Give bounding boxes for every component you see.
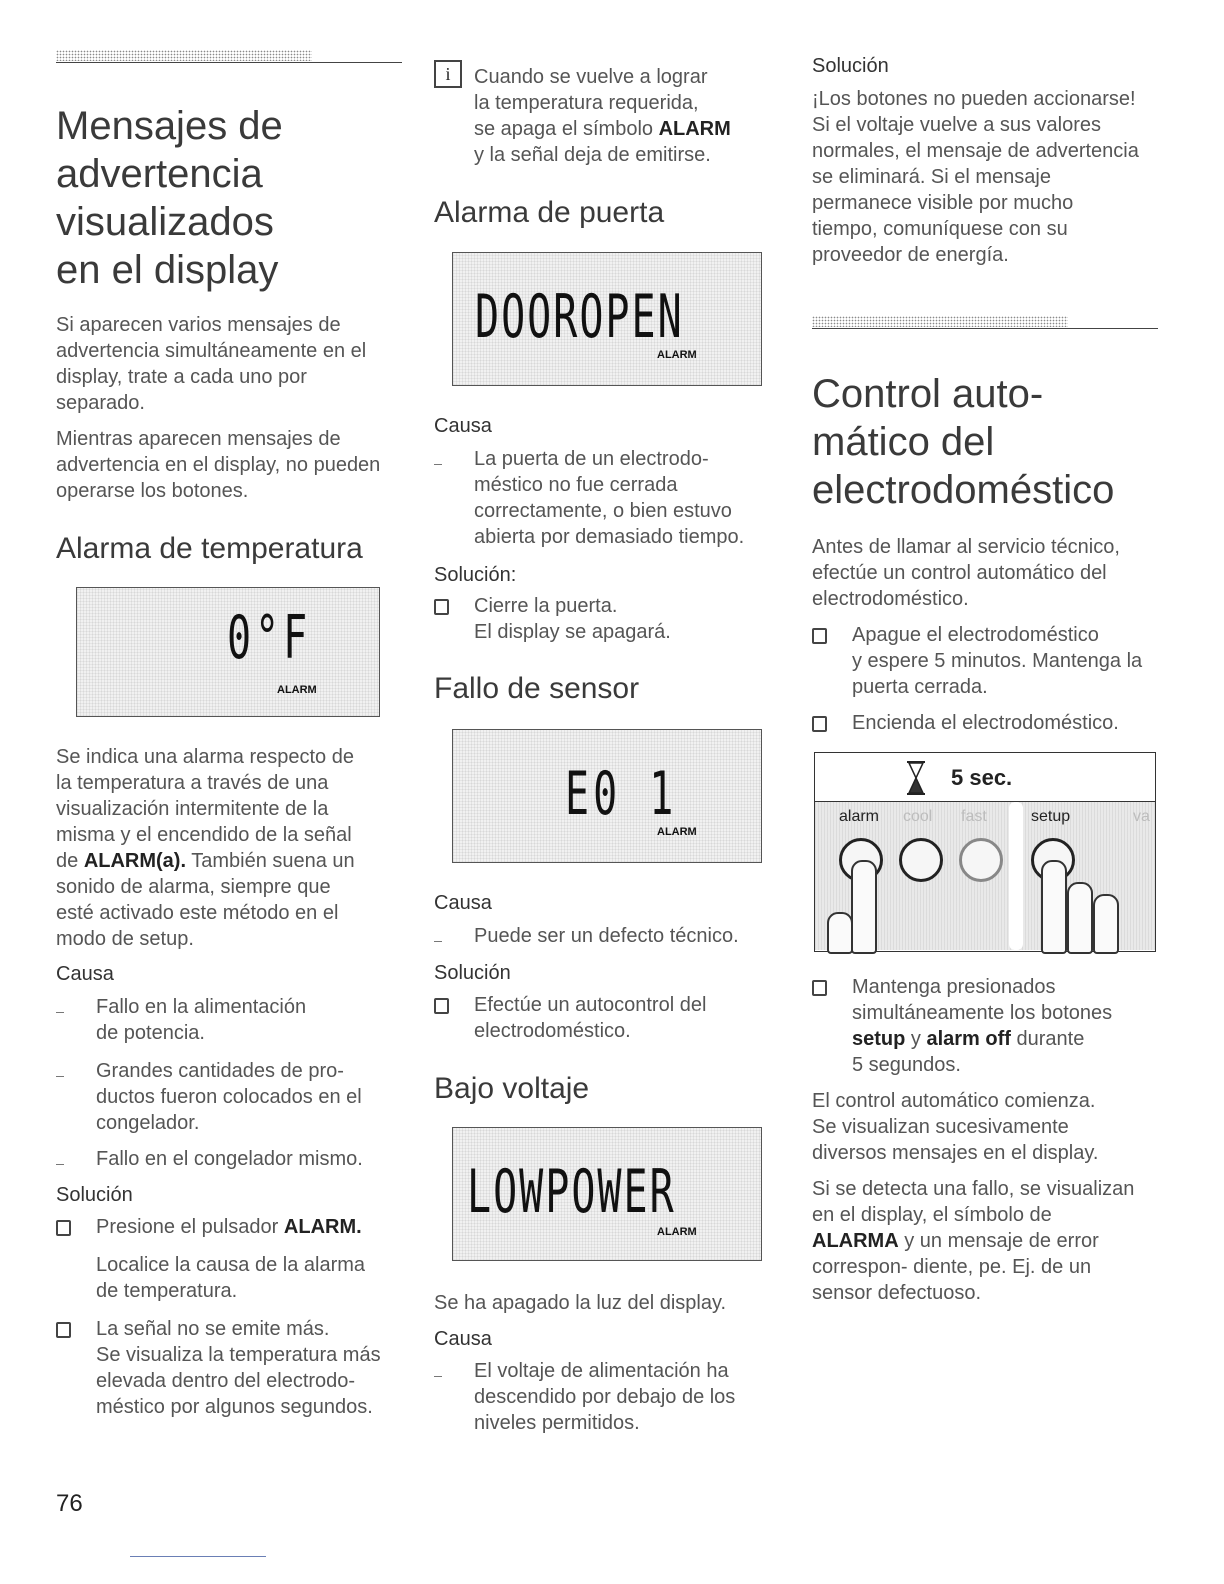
list-item: Cierre la puerta. El display se apagará.	[434, 593, 774, 645]
list-item: La señal no se emite más. Se visualiza la temperatura más elevada dentro del electrodo- méstico por algunos segundos.	[56, 1316, 406, 1420]
causa-label: Causa	[56, 963, 114, 985]
self-test-intro: Antes de llamar al servicio técnico, efectúe un control automático del electrodoméstico.	[812, 536, 1120, 610]
panel-divider	[1009, 802, 1023, 950]
checkbox-icon	[434, 599, 449, 615]
low-voltage-note: Se ha apagado la luz del display.	[434, 1292, 727, 1314]
checkbox-icon	[56, 1220, 71, 1236]
intro-paragraph: Si aparecen varios mensajes de advertencia simultáneamente en el display, trate a cada uno por separado.	[56, 314, 367, 414]
checkbox-icon	[56, 1322, 71, 1338]
solucion-label: Solución	[56, 1184, 133, 1206]
left-finger	[851, 860, 877, 954]
cool-button[interactable]	[899, 838, 943, 882]
list-item: El voltaje de alimentación ha descendido por debajo de los niveles permitidos.	[434, 1358, 774, 1436]
door-causa-label: Causa	[434, 415, 492, 437]
section-title: Control auto- mático del electrodoméstico	[812, 372, 1115, 512]
list-item: Apague el electrodoméstico y espere 5 minutos. Mantenga la puerta cerrada.	[812, 622, 1162, 700]
info-icon: i	[434, 60, 462, 88]
footer-rule	[130, 1556, 266, 1557]
info-note: Cuando se vuelve a lograr la temperatura requerida, se apaga el símbolo ALARM y la señal deja de emitirse.	[474, 66, 731, 166]
list-item: Presione el pulsador ALARM. Localice la causa de la alarma de temperatura.	[56, 1214, 406, 1304]
seconds-label: 5 sec.	[951, 765, 1013, 790]
section-rule	[56, 50, 402, 63]
list-item: Fallo en la alimentación de potencia.	[56, 994, 406, 1046]
right-finger-3	[1093, 894, 1119, 954]
intro-paragraph-2: Mientras aparecen mensajes de advertencia en el display, no pueden operarse los botones.	[56, 428, 381, 502]
fast-label: fast	[961, 808, 987, 825]
heading-low-voltage: Bajo voltaje	[434, 1072, 590, 1105]
fast-button[interactable]	[959, 838, 1003, 882]
heading-door-alarm: Alarma de puerta	[434, 196, 665, 229]
cool-label: cool	[903, 808, 933, 825]
checkbox-icon	[812, 716, 827, 732]
va-label: va	[1133, 808, 1150, 825]
list-item: Mantenga presionados simultáneamente los botones setup y alarm off durante 5 segundos.	[812, 974, 1162, 1078]
hourglass-icon	[905, 761, 927, 795]
list-item: Efectúe un autocontrol del electrodoméstico.	[434, 992, 774, 1044]
right-finger-2	[1067, 882, 1093, 954]
list-item: La puerta de un electrodo- méstico no fue cerrada correctamente, o bien estuvo abierta por demasiado tiempo.	[434, 446, 774, 550]
low-voltage-display: LOWPOWER ALARM	[452, 1127, 762, 1261]
temp-alarm-display: 0°F ALARM	[76, 587, 380, 717]
sensor-fault-display: E0 1 ALARM	[452, 729, 762, 863]
sensor-solucion-label: Solución	[434, 962, 511, 984]
list-item: Grandes cantidades de pro- ductos fueron colocados en el congelador.	[56, 1058, 406, 1136]
low-voltage-solution: ¡Los botones no pueden accionarse! Si el voltaje vuelve a sus valores normales, el mensaje de advertencia se eliminará. Si el mensaje permanece visible por mucho tiempo, comuníquese con su proveedor de energía.	[812, 88, 1139, 266]
door-solucion-label: Solución:	[434, 564, 517, 586]
checkbox-icon	[812, 980, 827, 996]
section-rule	[812, 316, 1158, 329]
self-test-result: El control automático comienza. Se visualizan sucesivamente diversos mensajes en el display.	[812, 1090, 1099, 1164]
list-item: Encienda el electrodoméstico.	[812, 710, 1162, 736]
self-test-error: Si se detecta una fallo, se visualizan en el display, el símbolo de ALARMA y un mensaje de error correspon- diente, pe. Ej. de un sensor defectuoso.	[812, 1178, 1135, 1304]
checkbox-icon	[434, 998, 449, 1014]
heading-temp-alarm: Alarma de temperatura	[56, 532, 363, 565]
page-number: 76	[56, 1490, 83, 1517]
volt-causa-label: Causa	[434, 1328, 492, 1350]
page-title: Mensajes de advertencia visualizados en el display	[56, 104, 283, 292]
sensor-causa-label: Causa	[434, 892, 492, 914]
control-panel-illustration	[814, 752, 1156, 952]
door-alarm-display: DOOROPEN ALARM	[452, 252, 762, 386]
list-item: Fallo en el congelador mismo.	[56, 1146, 406, 1172]
setup-label: setup	[1031, 808, 1071, 825]
checkbox-icon	[812, 628, 827, 644]
temp-alarm-body: Se indica una alarma respecto de la temperatura a través de una visualización intermitente de la misma y el encendido de la señal de ALARM(a). También suena un sonido de alarma, siempre que esté activado este método en el modo de setup.	[56, 746, 355, 950]
heading-sensor-fault: Fallo de sensor	[434, 672, 640, 705]
solucion-label: Solución	[812, 55, 889, 77]
list-item: Puede ser un defecto técnico.	[434, 923, 774, 949]
alarm-label: alarm	[839, 808, 880, 825]
left-finger-2	[827, 912, 853, 954]
right-finger	[1041, 860, 1067, 954]
